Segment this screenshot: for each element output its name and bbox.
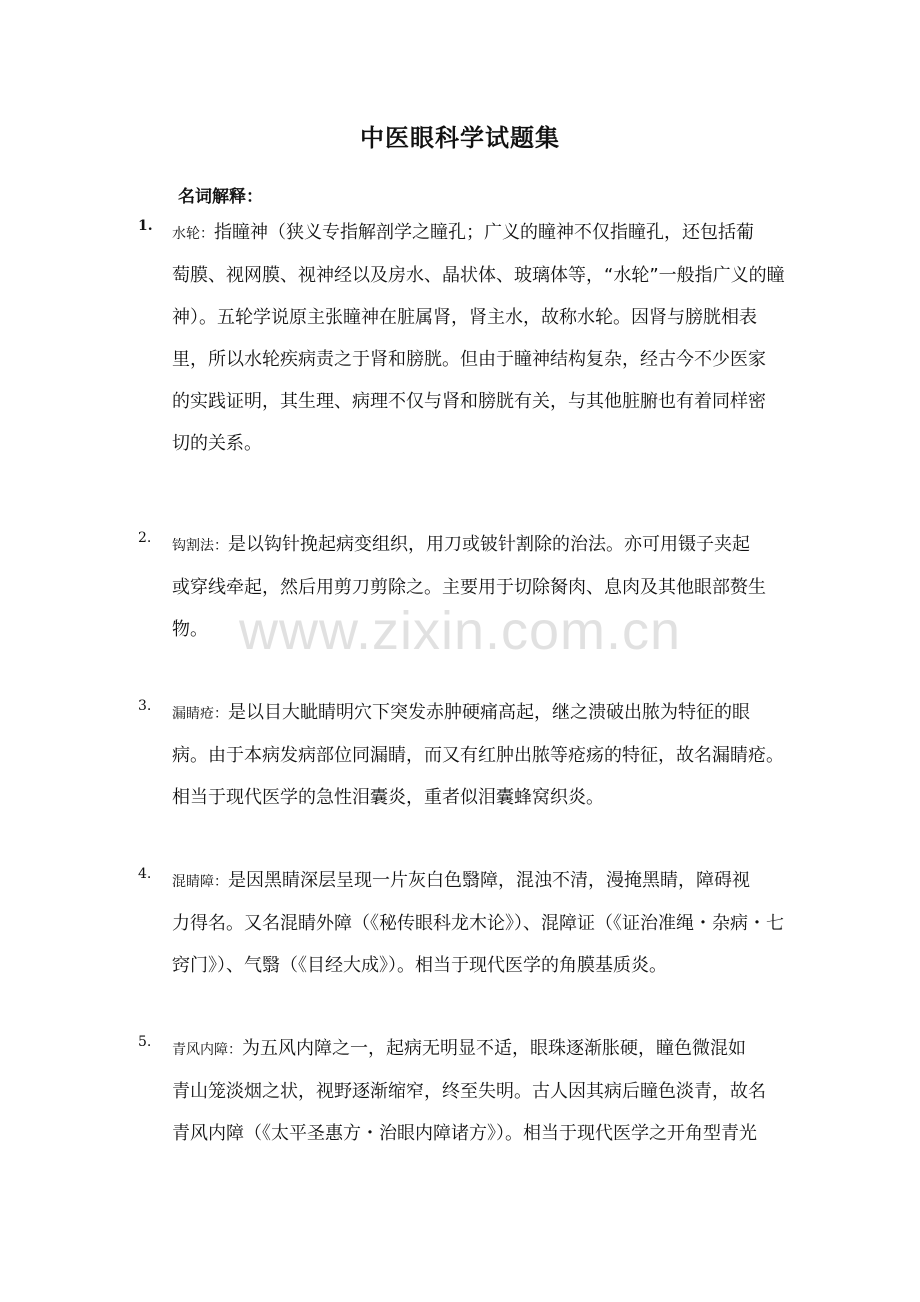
entry-number: 2. [138,530,152,546]
entry-term: 钩割法： [172,538,228,554]
entry-number: 1. [138,218,153,234]
entry-number: 5. [138,1034,152,1050]
entry-body [172,524,788,651]
watermark: www.zixin.com.cn [238,601,682,661]
entry-line: 或穿线牵起，然后用剪刀剪除之。主要用于切除胬肉、息肉及其他眼部赘生 [172,577,766,598]
entry-body [172,692,788,819]
entry-text: 是以钩针挽起病变组织，用刀或铍针割除的治法。亦可用镊子夹起 [228,534,750,555]
entry-text: 为五风内障之一，起病无明显不适，眼珠逐渐胀硬，瞳色微混如 [242,1038,746,1059]
entry-line: 切的关系。 [172,433,262,454]
entry-line: 物。 [172,619,208,640]
entry-body [172,860,788,987]
entry-3 [138,692,788,819]
entry-line [172,860,788,903]
entry-line: 力得名。又名混睛外障（《秘传眼科龙木论》）、混障证（《证治准绳・杂病・七 [172,913,784,934]
entry-line [172,1028,788,1071]
entry-body [172,212,788,465]
entry-line [172,212,788,255]
entry-number: 4. [138,866,152,882]
entry-term: 青风内障： [172,1042,242,1058]
entry-term: 混睛障： [172,874,228,890]
section-label: 名词解释： [178,187,263,207]
entry-2 [138,524,788,651]
entry-body [172,1028,788,1155]
entry-line: 里，所以水轮疾病责之于肾和膀胱。但由于瞳神结构复杂，经古今不少医家 [172,349,766,370]
entry-line: 青风内障（《太平圣惠方・治眼内障诸方》）。相当于现代医学之开角型青光 [172,1123,757,1144]
entry-5 [138,1028,788,1155]
entry-line: 青山笼淡烟之状，视野逐渐缩窄，终至失明。古人因其病后瞳色淡青，故名 [172,1081,766,1102]
entry-line [172,524,788,567]
entry-1 [138,212,788,465]
entry-line: 神）。五轮学说原主张瞳神在脏属肾，肾主水，故称水轮。因肾与膀胱相表 [172,307,757,328]
entry-term: 漏睛疮： [172,706,228,722]
entry-term: 水轮： [172,226,214,242]
entry-text: 是以目大眦睛明穴下突发赤肿硬痛高起，继之溃破出脓为特征的眼 [228,702,750,723]
document-title: 中医眼科学试题集 [360,124,560,152]
entry-line: 的实践证明，其生理、病理不仅与肾和膀胱有关，与其他脏腑也有着同样密 [172,391,766,412]
entry-line [172,692,788,735]
entry-line: 萄膜、视网膜、视神经以及房水、晶状体、玻璃体等，“水轮”一般指广义的瞳 [172,265,785,286]
entry-line: 窍门》）、气翳（《目经大成》）。相当于现代医学的角膜基质炎。 [172,955,667,976]
entry-4 [138,860,788,987]
entry-line: 相当于现代医学的急性泪囊炎，重者似泪囊蜂窝织炎。 [172,787,604,808]
entry-text: 指瞳神（狭义专指解剖学之瞳孔；广义的瞳神不仅指瞳孔，还包括葡 [214,222,754,243]
entry-number: 3. [138,698,152,714]
entry-line: 病。由于本病发病部位同漏睛，而又有红肿出脓等疮疡的特征，故名漏睛疮。 [172,745,784,766]
entry-text: 是因黑睛深层呈现一片灰白色翳障，混浊不清，漫掩黑睛，障碍视 [228,870,750,891]
